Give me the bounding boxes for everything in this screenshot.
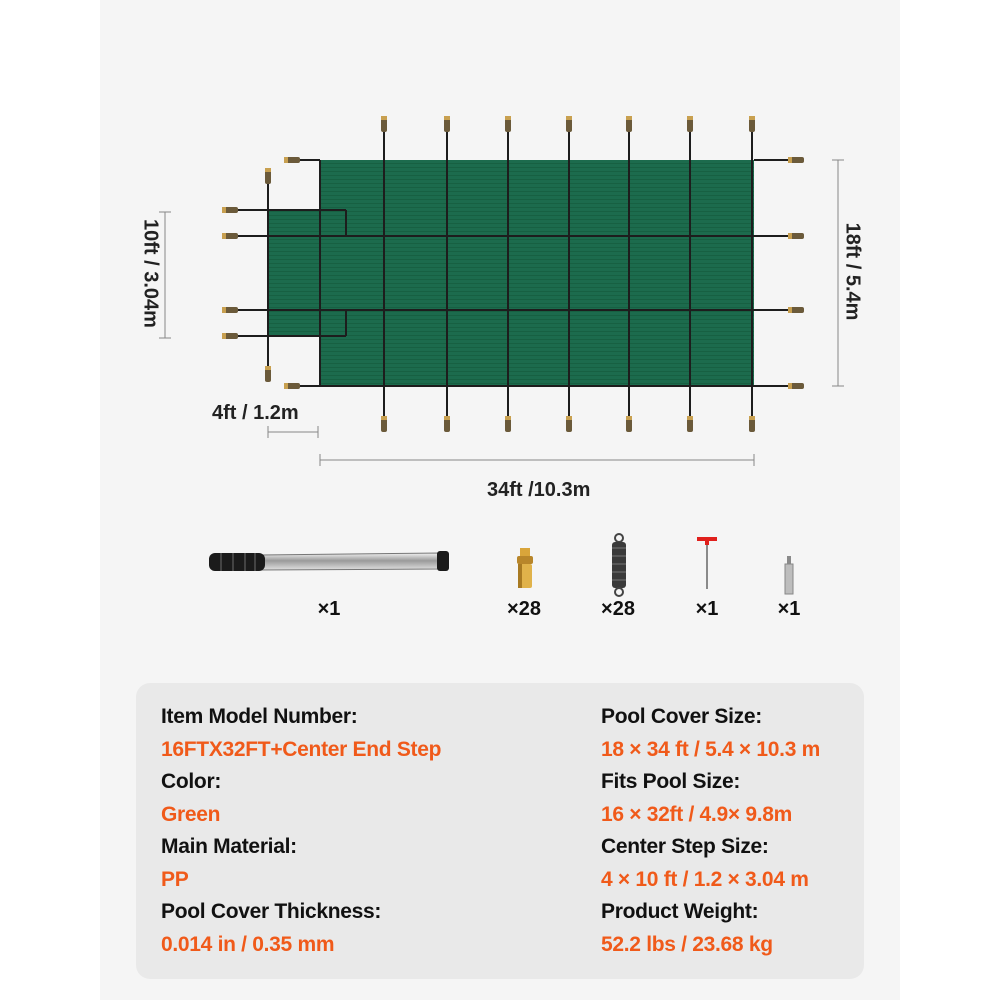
spec-label: Product Weight: [601, 900, 759, 923]
spec-value: 16 × 32ft / 4.9× 9.8m [601, 803, 792, 826]
height-label: 18ft / 5.4m [841, 222, 864, 321]
anchor [788, 307, 804, 313]
spec-value: PP [161, 868, 189, 891]
anchor [381, 116, 387, 132]
anchor [222, 333, 238, 339]
allen-key-qty: ×1 [695, 598, 719, 620]
allen-key-image [694, 531, 720, 593]
anchor [444, 116, 450, 132]
brass-anchor-qty: ×28 [507, 598, 541, 620]
anchor [749, 116, 755, 132]
specs-card [136, 683, 864, 979]
spec-label: Item Model Number: [161, 705, 358, 728]
spec-label: Color: [161, 770, 222, 793]
brass-anchor-image [512, 546, 538, 592]
anchor [505, 116, 511, 132]
setting-tool-image [782, 556, 796, 596]
spec-label: Pool Cover Thickness: [161, 900, 382, 923]
spec-value: Green [161, 803, 221, 826]
anchor [788, 233, 804, 239]
anchor [687, 416, 693, 432]
anchor [687, 116, 693, 132]
setting-tool-qty: ×1 [777, 598, 801, 620]
spec-label: Main Material: [161, 835, 297, 858]
spec-label: Fits Pool Size: [601, 770, 741, 793]
spring-image [607, 532, 631, 598]
anchor [222, 307, 238, 313]
anchor [788, 383, 804, 389]
spec-value: 16FTX32FT+Center End Step [161, 738, 442, 761]
anchor [788, 157, 804, 163]
width-label: 34ft /10.3m [487, 479, 591, 501]
spec-label: Center Step Size: [601, 835, 769, 858]
anchor [626, 416, 632, 432]
anchor [749, 416, 755, 432]
anchor [222, 207, 238, 213]
anchor [566, 416, 572, 432]
spec-label: Pool Cover Size: [601, 705, 762, 728]
installation-rod-image [205, 545, 455, 581]
anchor [505, 416, 511, 432]
anchor [626, 116, 632, 132]
step-height-label: 10ft / 3.04m [139, 219, 162, 328]
anchor [284, 383, 300, 389]
step-depth-label: 4ft / 1.2m [212, 402, 299, 424]
anchor [284, 157, 300, 163]
spec-value: 0.014 in / 0.35 mm [161, 933, 335, 956]
specs-left-column [161, 701, 441, 961]
main-cover [320, 160, 754, 386]
installation-rod-qty: ×1 [317, 598, 341, 620]
spring-qty: ×28 [601, 598, 635, 620]
center-step [268, 210, 322, 336]
anchor [265, 366, 271, 382]
spec-value: 52.2 lbs / 23.68 kg [601, 933, 773, 956]
anchor [566, 116, 572, 132]
spec-value: 4 × 10 ft / 1.2 × 3.04 m [601, 868, 809, 891]
anchor [222, 233, 238, 239]
spec-value: 18 × 34 ft / 5.4 × 10.3 m [601, 738, 820, 761]
anchor [265, 168, 271, 184]
specs-right-column [601, 701, 820, 961]
anchor [444, 416, 450, 432]
anchor [381, 416, 387, 432]
